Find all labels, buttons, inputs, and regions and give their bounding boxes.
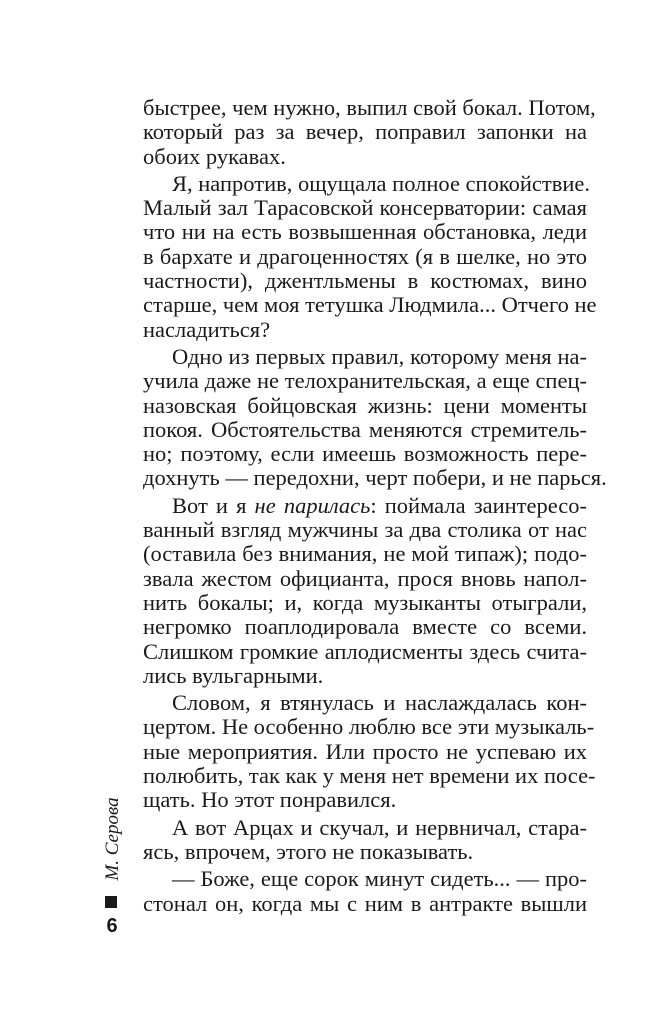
text-line: — Боже, еще сорок минут сидеть... — про-: [172, 866, 587, 892]
text-line: Я, напротив, ощущала полное спокойствие.: [172, 170, 591, 196]
text-line: [143, 494, 587, 518]
text-line: ные мероприятия. Или просто не успеваю их: [143, 738, 587, 764]
text-line: цертом. Не особенно люблю все эти музыкаль-: [143, 714, 595, 740]
paragraph: [143, 494, 587, 688]
paragraph: [143, 170, 597, 342]
text-line: Малый зал Тарасовской консерватории: самая: [143, 195, 587, 221]
paragraph: [143, 867, 587, 916]
text-line: старше, чем моя тетушка Людмила... Отчего не: [143, 292, 597, 318]
body-text: [143, 95, 607, 916]
paragraph: [143, 343, 607, 491]
author-running-head: [103, 793, 123, 885]
text-line: Одно из первых правил, которому меня на-: [172, 343, 587, 369]
text-line: насладиться?: [143, 316, 271, 342]
italic-phrase: не парилась: [254, 492, 371, 518]
text-line: щать. Но этот понравился.: [143, 787, 397, 813]
text-line: полюбить, так как у меня нет времени их посе-: [143, 763, 596, 789]
text-run: Вот и я: [172, 492, 255, 518]
text-line: А вот Арцах и скучал, и нервничал, стара-: [172, 814, 587, 840]
text-line: ясь, впрочем, этого не показывать.: [143, 838, 474, 864]
text-line: стонал он, когда мы с ним в антракте вышли: [143, 890, 587, 916]
author-name: М. Серова: [102, 797, 123, 881]
text-line: назовская бойцовская жизнь: цени моменты: [143, 392, 587, 418]
text-line: лись вульгарными.: [143, 662, 324, 688]
text-line: звала жестом официанта, прося вновь напол-: [143, 565, 587, 591]
text-line: но; поэтому, если имеешь возможность пере-: [143, 441, 587, 467]
paragraph: [143, 816, 587, 865]
text-line: что ни на есть возвышенная обстановка, леди: [143, 219, 587, 245]
text-line: который раз за вечер, поправил запонки на: [143, 119, 587, 145]
text-line: Слишком громкие аплодисменты здесь счита-: [143, 638, 587, 664]
text-line: нить бокалы; и, когда музыканты отыграли,: [143, 589, 587, 615]
text-line: быстрее, чем нужно, выпил свой бокал. Потом,: [143, 95, 596, 120]
paragraph: [143, 95, 596, 169]
text-line: дохнуть — передохни, черт побери, и не парься.: [143, 465, 607, 491]
square-marker: [105, 896, 117, 908]
text-line: частности), джентльмены в костюмах, вино: [143, 268, 587, 294]
text-line: покоя. Обстоятельства меняются стремитель-: [143, 416, 587, 442]
text-line: учила даже не телохранительская, а еще спец-: [143, 368, 587, 394]
text-line: Словом, я втянулась и наслаждалась кон-: [172, 690, 587, 716]
text-run: : поймала заинтересо-: [370, 492, 587, 518]
text-line: (оставила без внимания, не мой типаж); подо-: [143, 541, 587, 567]
paragraph: [143, 690, 596, 813]
page-number: 6: [106, 915, 118, 937]
text-line: ванный взгляд мужчины за два столика от нас: [143, 517, 587, 543]
text-line: негромко поаплодировала вместе со всеми.: [143, 614, 587, 640]
text-line: в бархате и драгоценностях (я в шелке, но это: [143, 243, 587, 269]
text-line: обоих рукавах.: [143, 143, 286, 169]
